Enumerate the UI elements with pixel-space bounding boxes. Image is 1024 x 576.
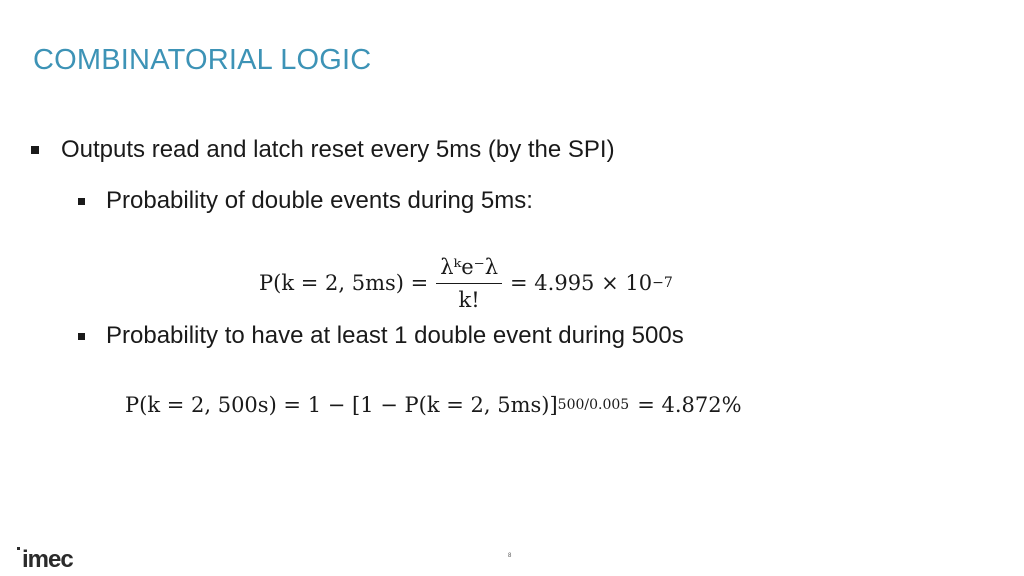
fraction-denominator: k! [458, 287, 480, 312]
page-number: 8 [508, 553, 512, 559]
equation-lhs: P(k = 2, 5ms) = [259, 271, 429, 295]
logo-text: imec [22, 546, 73, 571]
bullet-item-3 [78, 322, 684, 350]
equation-rhs: = 4.995 × 10 [510, 271, 653, 295]
equation-fraction [436, 255, 502, 312]
square-bullet-icon [31, 146, 39, 154]
fraction-numerator: λᵏe⁻λ [436, 255, 502, 284]
slide-title: COMBINATORIAL LOGIC [33, 44, 372, 76]
bullet-text: Probability to have at least 1 double event during 500s [106, 322, 684, 349]
bullet-text: Probability of double events during 5ms: [106, 187, 533, 214]
square-bullet-icon [78, 198, 85, 205]
bullet-item-2 [78, 187, 533, 215]
equation-rhs: = 4.872% [637, 393, 742, 417]
imec-logo-icon [16, 545, 86, 571]
equation-double-event-500s: P(k = 2, 500s) = 1 − [1 − P(k = 2, 5ms)] 500/0.005 = 4.872% [125, 393, 742, 417]
equation-lhs: P(k = 2, 500s) = 1 − [1 − P(k = 2, 5ms)] [125, 393, 558, 417]
bullet-item-1 [31, 136, 615, 164]
bullet-text: Outputs read and latch reset every 5ms (by the SPI) [61, 136, 615, 163]
square-bullet-icon [78, 333, 85, 340]
equation-double-event-5ms: P(k = 2, 5ms) = $\frac{\text{λᵏe⁻λ}}{k!}$ = 4.995 × 10 −7 [259, 254, 673, 312]
